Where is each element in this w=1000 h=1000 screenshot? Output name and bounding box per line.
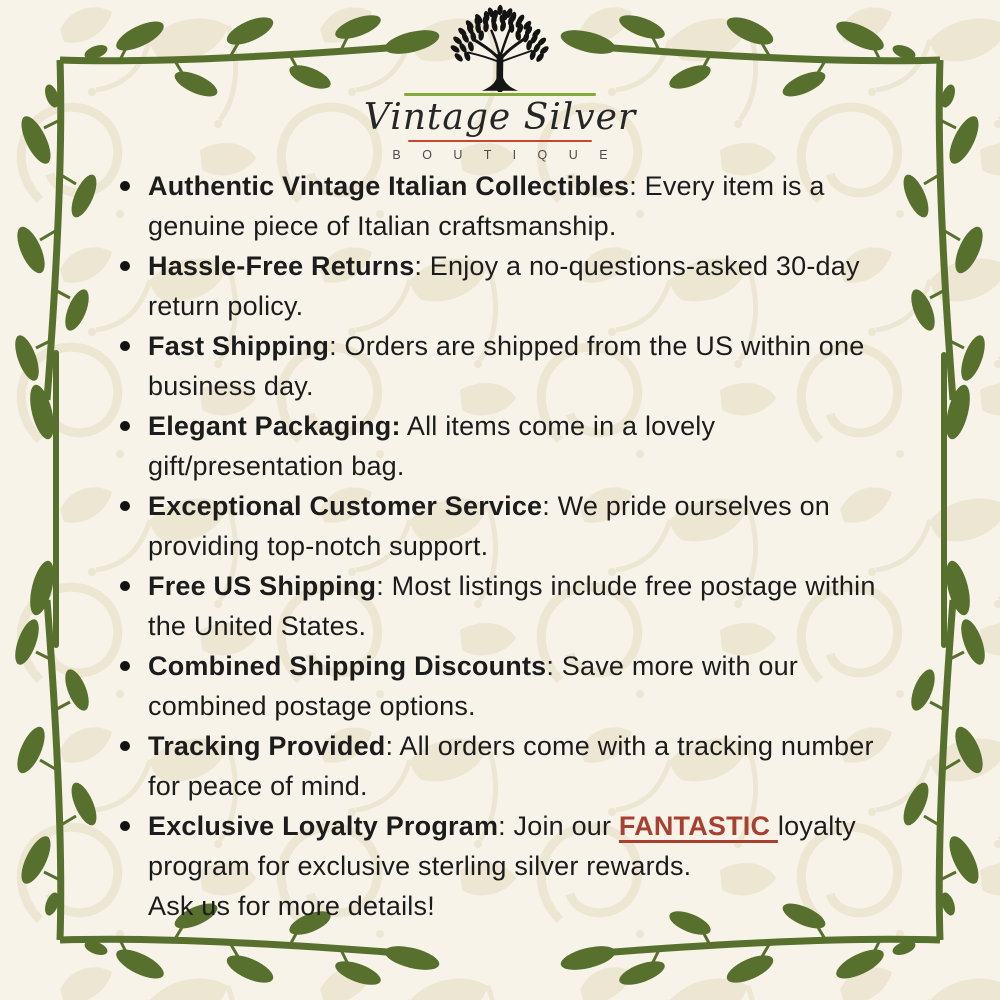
bullet-text: : Orders are shipped from the US within one — [329, 331, 865, 361]
bullet-title: Free US Shipping — [148, 571, 377, 601]
bullet-line — [148, 166, 918, 206]
bullet-text: : Enjoy a no-questions-asked 30-day — [414, 251, 860, 281]
list-item — [118, 646, 918, 726]
bullet-line: providing top-notch support. — [148, 531, 489, 561]
logo-red-divider — [408, 140, 592, 142]
bullet-dot — [120, 261, 130, 271]
list-item — [118, 726, 918, 806]
bullet-line: return policy. — [148, 291, 304, 321]
bullet-title: Hassle-Free Returns — [148, 251, 415, 281]
list-item — [118, 246, 918, 326]
feature-list — [118, 166, 918, 926]
bullet-dot — [120, 661, 130, 671]
list-item — [118, 486, 918, 566]
bullet-dot — [120, 421, 130, 431]
brand-name: Vintage Silver — [363, 97, 637, 138]
bullet-title: Exclusive Loyalty Program — [148, 811, 499, 841]
bullet-title: Authentic Vintage Italian Collectibles — [148, 171, 630, 201]
list-item — [118, 166, 918, 246]
bullet-dot — [120, 581, 130, 591]
bullet-line — [148, 806, 918, 846]
bullet-line: gift/presentation bag. — [148, 451, 405, 481]
bullet-dot — [120, 341, 130, 351]
list-item — [118, 326, 918, 406]
brand-tagline: B O U T I Q U E — [392, 147, 617, 162]
list-item — [118, 406, 918, 486]
bullet-text: All items come in a lovely — [400, 411, 716, 441]
bullet-text: : We pride ourselves on — [542, 491, 831, 521]
list-item — [118, 566, 918, 646]
bullet-title: Tracking Provided — [148, 731, 386, 761]
bullet-dot — [120, 741, 130, 751]
bullet-line — [148, 406, 918, 446]
bullet-line — [148, 566, 918, 606]
tree-icon — [433, 4, 567, 92]
logo-green-divider — [404, 93, 596, 96]
highlight-text: FANTASTIC — [618, 811, 778, 841]
bullet-line — [148, 246, 918, 286]
bullet-text: : Most listings include free postage within — [376, 571, 876, 601]
bullet-dot — [120, 501, 130, 511]
brand-logo — [0, 4, 1000, 162]
bullet-line: combined postage options. — [148, 691, 476, 721]
bullet-line — [148, 486, 918, 526]
bullet-text: : Every item is a — [629, 171, 825, 201]
bullet-dot — [120, 821, 130, 831]
bullet-line: for peace of mind. — [148, 771, 368, 801]
bullet-title: Exceptional Customer Service — [148, 491, 543, 521]
list-item — [118, 806, 918, 926]
bullet-dot — [120, 181, 130, 191]
bullet-line — [148, 326, 918, 366]
bullet-line — [148, 646, 918, 686]
bullet-text: : Join our — [498, 811, 619, 841]
bullet-text: : Save more with our — [546, 651, 798, 681]
bullet-line: the United States. — [148, 611, 367, 641]
bullet-title: Elegant Packaging: — [148, 411, 401, 441]
bullet-line: program for exclusive sterling silver rewards. — [148, 851, 692, 881]
bullet-line: Ask us for more details! — [148, 891, 435, 921]
bullet-line — [148, 726, 918, 766]
bullet-text: : All orders come with a tracking number — [385, 731, 874, 761]
bullet-title: Fast Shipping — [148, 331, 330, 361]
bullet-line: business day. — [148, 371, 314, 401]
bullet-line: genuine piece of Italian craftsmanship. — [148, 211, 617, 241]
bullet-text: loyalty — [777, 811, 856, 841]
bullet-title: Combined Shipping Discounts — [148, 651, 547, 681]
